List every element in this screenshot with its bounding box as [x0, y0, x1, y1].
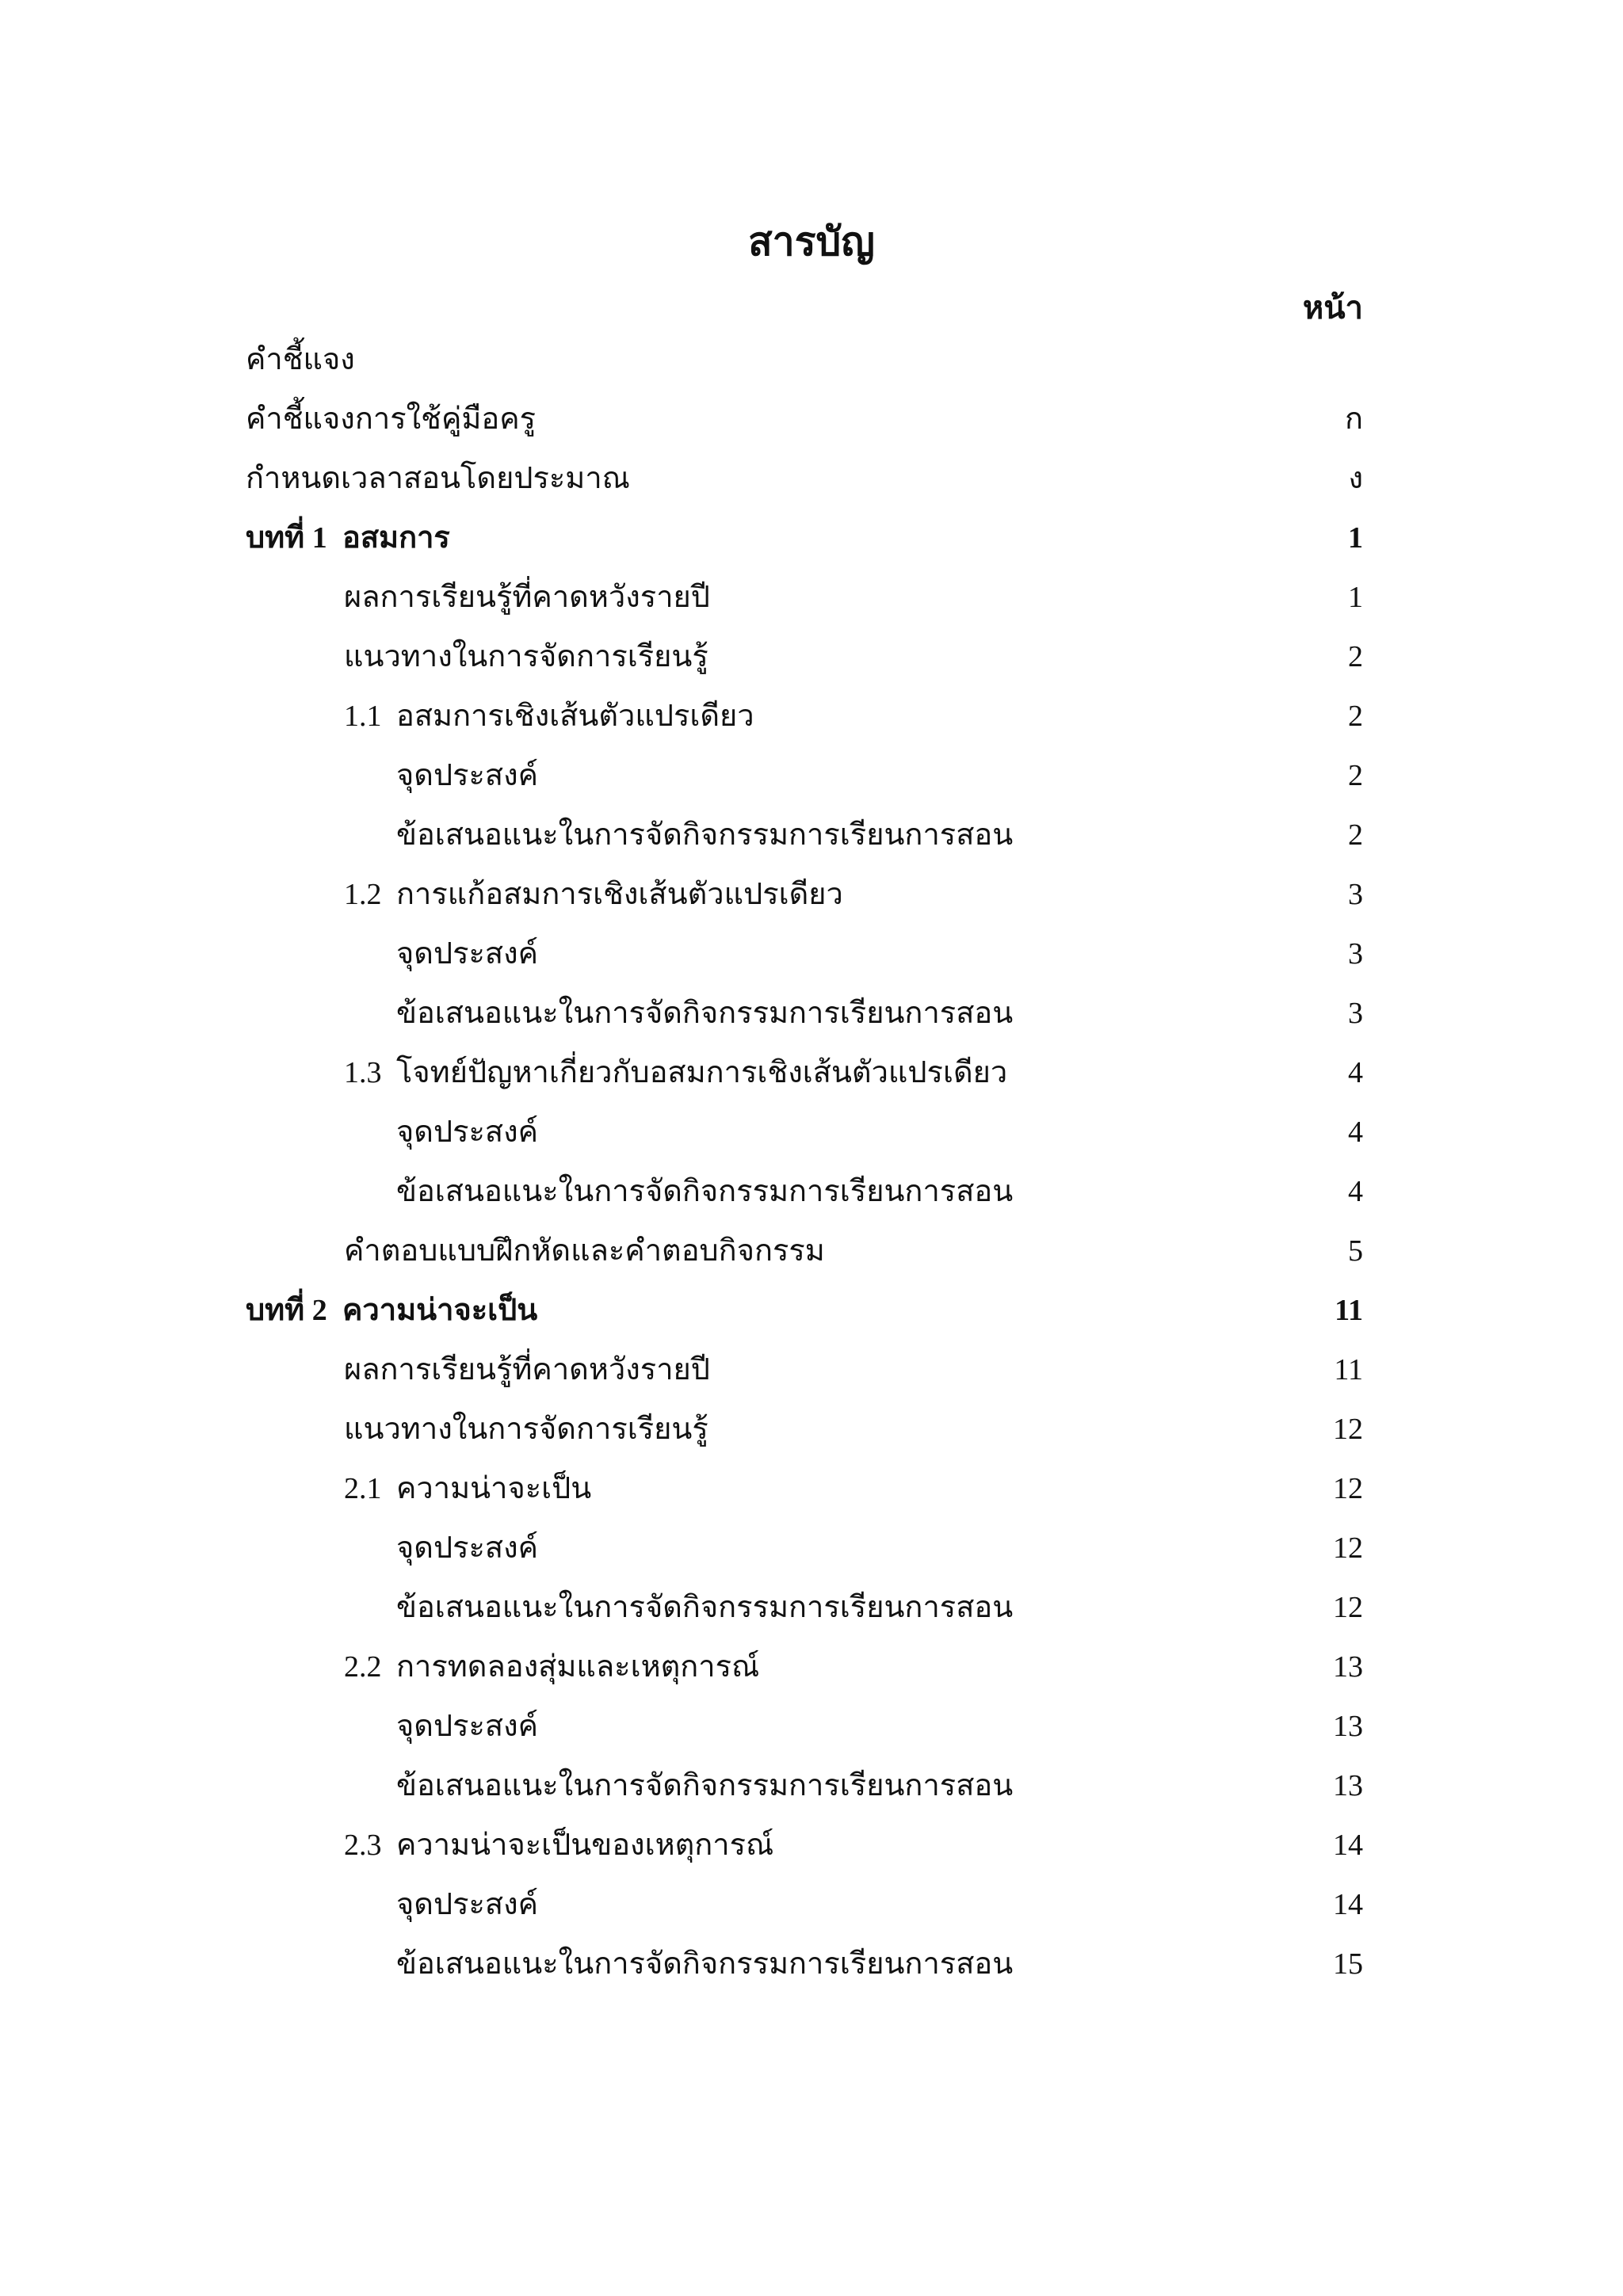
toc-entry-label: ข้อเสนอแนะในการจัดกิจกรรมการเรียนการสอน	[396, 1175, 1014, 1208]
toc-entry-label: คำชี้แจง	[246, 343, 355, 376]
toc-section-number: 1.1	[344, 700, 382, 733]
toc-entry-label: ข้อเสนอแนะในการจัดกิจกรรมการเรียนการสอน	[396, 1947, 1014, 1981]
toc-entry-row	[246, 1459, 1363, 1519]
toc-entry-row	[246, 449, 1363, 509]
toc-entry-label: จุดประสงค์	[396, 1116, 539, 1149]
toc-entry-row	[246, 1756, 1363, 1816]
toc-page-number: 13	[1333, 1710, 1363, 1743]
toc-entry-label: อสมการเชิงเส้นตัวแปรเดียว	[396, 700, 754, 733]
toc-page-number: 13	[1333, 1769, 1363, 1802]
toc-entry-label: ผลการเรียนรู้ที่คาดหวังรายปี	[344, 1353, 710, 1386]
toc-entry-row	[246, 568, 1363, 627]
toc-entry-row	[246, 1578, 1363, 1638]
toc-entry-label: ความน่าจะเป็นของเหตุการณ์	[396, 1829, 774, 1862]
toc-entry-label: ความน่าจะเป็น	[396, 1472, 592, 1505]
toc-page-number: 12	[1333, 1591, 1363, 1624]
toc-entry-row	[246, 1935, 1363, 1994]
toc-page-number: 4	[1348, 1175, 1363, 1208]
toc-entry-label: คำชี้แจงการใช้คู่มือครู	[246, 402, 537, 436]
toc-entry-row	[246, 925, 1363, 984]
toc-entry-row	[246, 1043, 1363, 1103]
toc-entry-row	[246, 1638, 1363, 1697]
toc-entry-row	[246, 865, 1363, 925]
toc-chapter-number: บทที่ 1	[246, 521, 327, 555]
toc-entry-label: ความน่าจะเป็น	[342, 1294, 538, 1327]
toc-entry-row	[246, 1875, 1363, 1935]
toc-page-number: 12	[1333, 1413, 1363, 1446]
toc-page-number: 5	[1348, 1234, 1363, 1268]
toc-entry-row	[246, 746, 1363, 806]
toc-entry-label: คำตอบแบบฝึกหัดและคำตอบกิจกรรม	[344, 1234, 825, 1268]
toc-entry-row	[246, 1697, 1363, 1756]
toc-entry-row	[246, 1816, 1363, 1875]
toc-entry-label: จุดประสงค์	[396, 1888, 539, 1921]
toc-page-number: 4	[1348, 1056, 1363, 1089]
toc-entry-row	[246, 984, 1363, 1043]
toc-page-number: 12	[1333, 1531, 1363, 1565]
toc-entry-label: กำหนดเวลาสอนโดยประมาณ	[246, 462, 630, 495]
toc-entry-row	[246, 1341, 1363, 1400]
page-column-header: หน้า	[1302, 290, 1363, 326]
toc-entry-label: จุดประสงค์	[396, 759, 539, 792]
toc-entry-row	[246, 627, 1363, 687]
toc-entry-label: ข้อเสนอแนะในการจัดกิจกรรมการเรียนการสอน	[396, 1769, 1014, 1802]
toc-section-number: 1.3	[344, 1056, 382, 1089]
toc-page-number: 2	[1348, 640, 1363, 673]
toc-page-number: ก	[1344, 402, 1363, 436]
toc-page-number: 2	[1348, 818, 1363, 852]
toc-entry-row	[246, 1103, 1363, 1162]
toc-page-number: 3	[1348, 997, 1363, 1030]
toc-entry-label: จุดประสงค์	[396, 937, 539, 971]
toc-page-number: 1	[1348, 521, 1363, 555]
toc-entry-label: การทดลองสุ่มและเหตุการณ์	[396, 1650, 760, 1684]
toc-page-number: 1	[1348, 581, 1363, 614]
toc-entry-row	[246, 390, 1363, 449]
toc-entry-row	[246, 1162, 1363, 1222]
table-of-contents	[246, 330, 1363, 1994]
toc-entry-label: โจทย์ปัญหาเกี่ยวกับอสมการเชิงเส้นตัวแปรเดียว	[396, 1056, 1008, 1089]
toc-chapter-row	[246, 1281, 1363, 1341]
toc-entry-row	[246, 1222, 1363, 1281]
toc-page-number: 13	[1333, 1650, 1363, 1684]
toc-page-number: 11	[1334, 1353, 1363, 1386]
toc-page-number: 14	[1333, 1829, 1363, 1862]
toc-entry-label: ข้อเสนอแนะในการจัดกิจกรรมการเรียนการสอน	[396, 997, 1014, 1030]
toc-page-number: ง	[1348, 462, 1363, 495]
toc-entry-label: แนวทางในการจัดการเรียนรู้	[344, 640, 708, 673]
toc-entry-label: จุดประสงค์	[396, 1531, 539, 1565]
page-title: สารบัญ	[748, 219, 875, 264]
toc-section-number: 2.2	[344, 1650, 382, 1684]
toc-entry-label: แนวทางในการจัดการเรียนรู้	[344, 1413, 708, 1446]
toc-page-number: 4	[1348, 1116, 1363, 1149]
toc-page-number: 12	[1333, 1472, 1363, 1505]
toc-chapter-number: บทที่ 2	[246, 1294, 327, 1327]
toc-entry-label: ผลการเรียนรู้ที่คาดหวังรายปี	[344, 581, 710, 614]
toc-page-number: 3	[1348, 878, 1363, 911]
toc-entry-row	[246, 1400, 1363, 1459]
toc-page-number: 14	[1333, 1888, 1363, 1921]
toc-section-number: 2.3	[344, 1829, 382, 1862]
toc-chapter-row	[246, 509, 1363, 568]
toc-entry-label: ข้อเสนอแนะในการจัดกิจกรรมการเรียนการสอน	[396, 1591, 1014, 1624]
toc-entry-label: อสมการ	[342, 521, 450, 555]
toc-section-number: 2.1	[344, 1472, 382, 1505]
toc-page-number: 11	[1335, 1294, 1363, 1327]
toc-entry-label: จุดประสงค์	[396, 1710, 539, 1743]
toc-page-number: 15	[1333, 1947, 1363, 1981]
toc-page-number: 3	[1348, 937, 1363, 971]
toc-page-number: 2	[1348, 759, 1363, 792]
toc-entry-label: ข้อเสนอแนะในการจัดกิจกรรมการเรียนการสอน	[396, 818, 1014, 852]
toc-entry-label: การแก้อสมการเชิงเส้นตัวแปรเดียว	[396, 878, 843, 911]
toc-entry-row	[246, 806, 1363, 865]
toc-page-number: 2	[1348, 700, 1363, 733]
toc-entry-row	[246, 1519, 1363, 1578]
toc-entry-row	[246, 330, 1363, 390]
toc-section-number: 1.2	[344, 878, 382, 911]
toc-entry-row	[246, 687, 1363, 746]
